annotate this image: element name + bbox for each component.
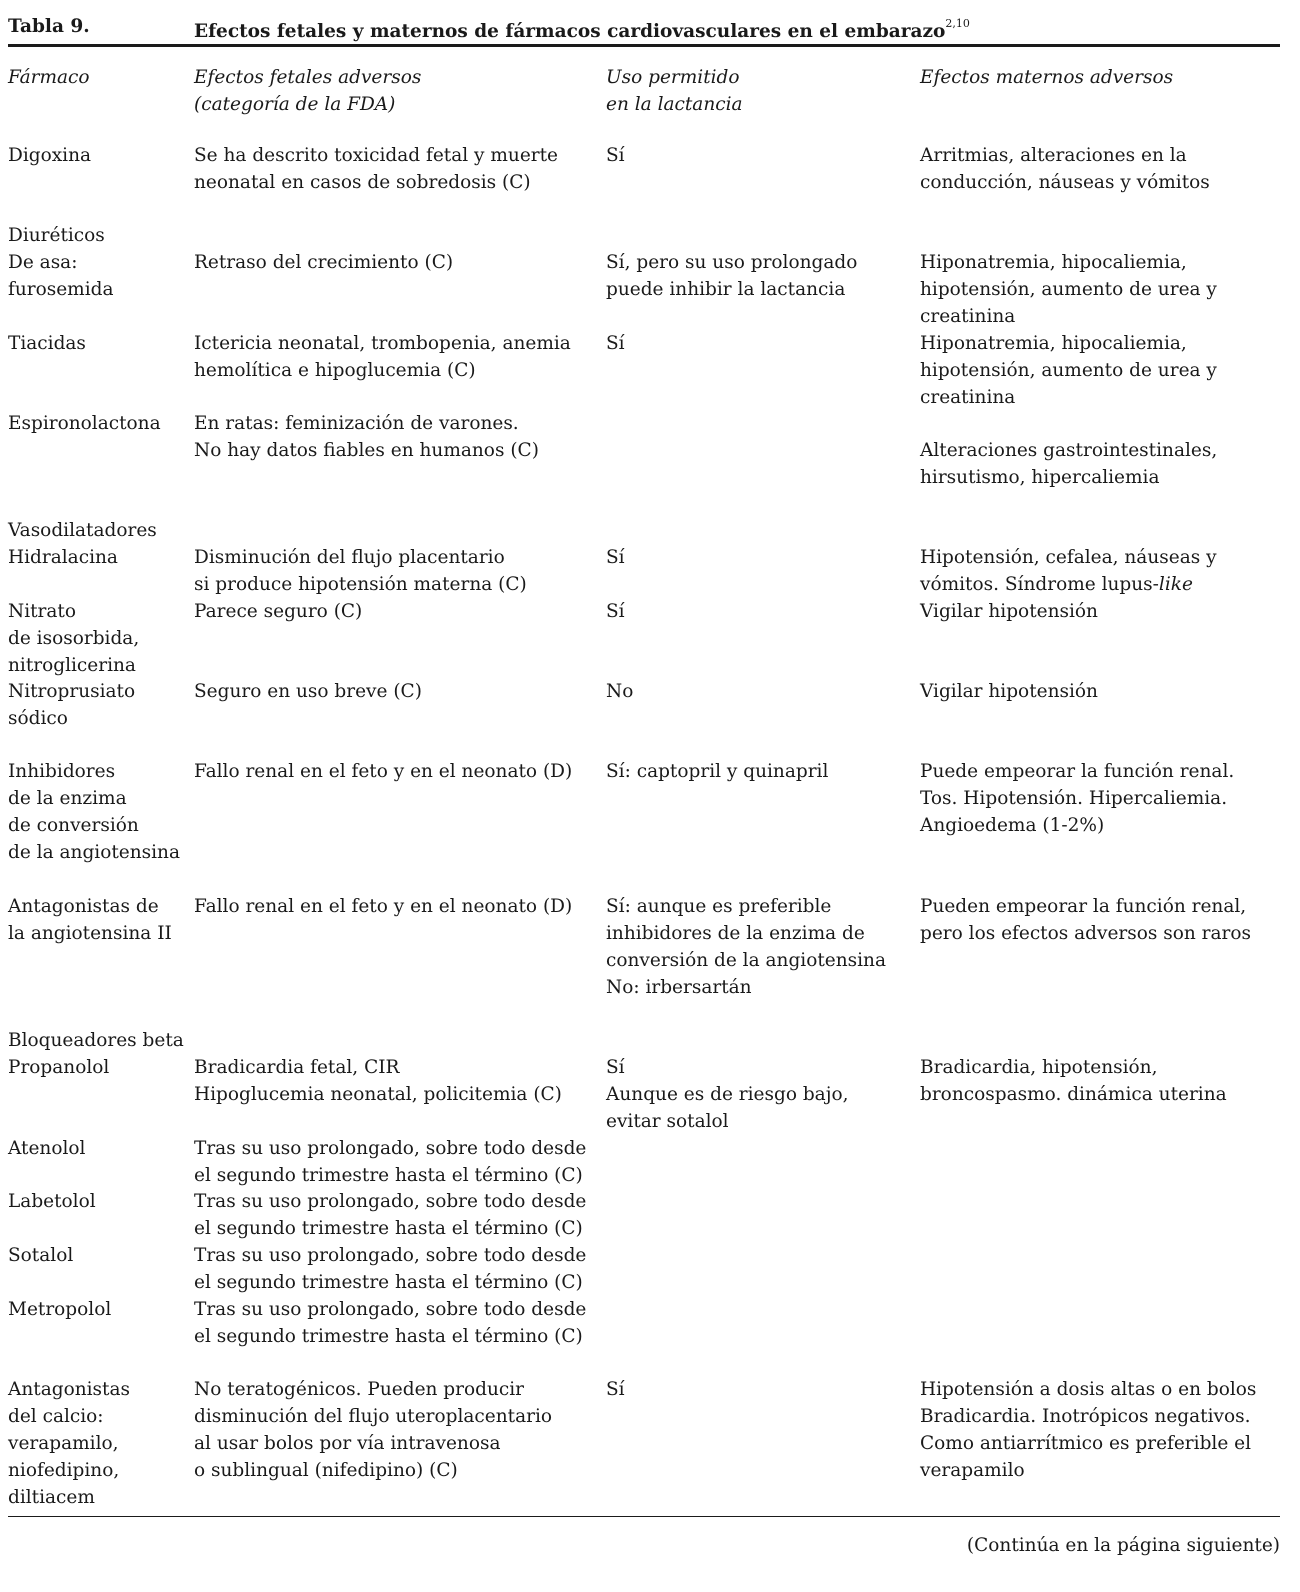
cell-line: el segundo trimestre hasta el término (C) [194,1272,583,1293]
cell-line: Inhibidores [8,761,116,782]
cell-line: Tras su uso prolongado, sobre todo desde [194,1299,587,1320]
efectos-fetales-cell [194,142,599,196]
efectos-maternos-cell [920,1376,1280,1484]
cell-line: el segundo trimestre hasta el término (C) [194,1218,583,1239]
efectos-maternos-cell [920,410,1280,491]
header-line: Efectos maternos adversos [920,67,1174,88]
efectos-fetales-cell [194,1054,599,1108]
lactancia-cell [606,678,911,705]
bottom-rule [8,1516,1280,1517]
cell-line: Alteraciones gastrointestinales, [920,440,1218,461]
cell-line: Bloqueadores beta [8,1030,184,1051]
cell-line: pero los efectos adversos son raros [920,923,1252,944]
cell-line: Hiponatremia, hipocaliemia, [920,333,1187,354]
efectos-fetales-cell [194,249,599,276]
farmaco-cell [8,598,188,679]
cell-line: Sí: aunque es preferible [606,896,832,917]
efectos-fetales-cell [194,330,599,384]
cell-line: Hipotensión a dosis altas o en bolos [920,1379,1257,1400]
cell-line: Retraso del crecimiento (C) [194,252,454,273]
cell-line: Pueden empeorar la función renal, [920,896,1247,917]
cell-line: Sí [606,333,625,354]
cell-line: Sí, pero su uso prolongado [606,252,858,273]
farmaco-cell [8,544,188,571]
cell-line: Sotalol [8,1245,74,1266]
cell-line: Tos. Hipotensión. Hipercaliemia. [920,788,1228,809]
cell-line: Hipotensión, cefalea, náuseas y [920,547,1217,568]
italic-term: like [1158,574,1193,595]
continuation-note: (Continúa en la página siguiente) [966,1535,1280,1556]
cell-line: Ictericia neonatal, trombopenia, anemia [194,333,571,354]
efectos-fetales-cell [194,1376,599,1484]
cell-line: de isosorbida, [8,628,140,649]
cell-line: Sí [606,145,625,166]
efectos-maternos-cell [920,249,1280,330]
cell-line: creatinina [920,387,1016,408]
efectos-fetales-cell [194,1242,599,1296]
efectos-fetales-cell [194,893,599,920]
cell-line: el segundo trimestre hasta el término (C) [194,1326,583,1347]
cell-line: Sí: captopril y quinapril [606,761,829,782]
cell-line: Seguro en uso breve (C) [194,681,422,702]
cell-line: Fallo renal en el feto y en el neonato (D) [194,761,573,782]
cell-line: Bradicardia. Inotrópicos negativos. [920,1406,1251,1427]
cell-line: No [606,681,634,702]
header-line: Fármaco [8,67,90,88]
farmaco-cell [8,1296,188,1323]
cell-line: Parece seguro (C) [194,601,363,622]
cell-line: Antagonistas de [8,896,159,917]
top-rule [8,44,1280,47]
cell-line: Antagonistas [8,1379,131,1400]
cell-line: conducción, náuseas y vómitos [920,172,1210,193]
cell-line: disminución del flujo uteroplacentario [194,1406,553,1427]
cell-line: En ratas: feminización de varones. [194,413,519,434]
cell-line: No teratogénicos. Pueden producir [194,1379,525,1400]
farmaco-cell [8,517,188,544]
header-efectos-maternos [920,64,1280,91]
cell-line: furosemida [8,279,114,300]
cell-line: neonatal en casos de sobredosis (C) [194,172,531,193]
cell-line: de conversión [8,815,139,836]
efectos-maternos-cell [920,678,1280,705]
farmaco-cell [8,758,188,866]
lactancia-cell [606,544,911,571]
cell-line: Diuréticos [8,225,105,246]
farmaco-cell [8,249,188,303]
cell-line: inhibidores de la enzima de [606,923,865,944]
cell-line: Vasodilatadores [8,520,157,541]
efectos-fetales-cell [194,1296,599,1350]
lactancia-cell [606,142,911,169]
cell-line: sódico [8,708,68,729]
cell-line: Labetolol [8,1191,96,1212]
cell-line: puede inhibir la lactancia [606,279,846,300]
cell-line: Puede empeorar la función renal. [920,761,1235,782]
cell-line: No hay datos fiables en humanos (C) [194,440,539,461]
cell-line: Tiacidas [8,333,86,354]
farmaco-cell [8,1376,188,1511]
cell-line: Fallo renal en el feto y en el neonato (D) [194,896,573,917]
farmaco-cell [8,678,188,732]
lactancia-cell [606,330,911,357]
efectos-fetales-cell [194,598,599,625]
cell-line: niofedipino, [8,1460,120,1481]
cell-line: de la angiotensina [8,842,180,863]
cell-line: Metropolol [8,1299,112,1320]
cell-line: Como antiarrítmico es preferible el [920,1433,1252,1454]
lactancia-cell [606,1376,911,1403]
cell-line: Se ha descrito toxicidad fetal y muerte [194,145,559,166]
cell-line [920,410,1280,437]
cell-line: nitroglicerina [8,655,136,676]
cell-line: diltiacem [8,1487,95,1508]
cell-line: Hidralacina [8,547,118,568]
cell-line: Aunque es de riesgo bajo, [606,1084,849,1105]
cell-line: Bradicardia, hipotensión, [920,1057,1158,1078]
efectos-maternos-cell [920,598,1280,625]
cell-line: Hiponatremia, hipocaliemia, [920,252,1187,273]
lactancia-cell [606,598,911,625]
cell-line: Arritmias, alteraciones en la [920,145,1187,166]
header-farmaco [8,64,188,91]
cell-line: Propanolol [8,1057,110,1078]
cell-line: conversión de la angiotensina [606,950,886,971]
lactancia-cell [606,1054,911,1135]
efectos-maternos-cell [920,544,1280,598]
cell-line: la angiotensina II [8,923,172,944]
header-line: Uso permitido [606,67,740,88]
cell-line: Bradicardia fetal, CIR [194,1057,400,1078]
cell-line: Nitrato [8,601,76,622]
cell-line: Disminución del flujo placentario [194,547,505,568]
cell-line: Tras su uso prolongado, sobre todo desde [194,1191,587,1212]
cell-line: de la enzima [8,788,127,809]
efectos-maternos-cell [920,330,1280,411]
cell-line: verapamilo [920,1460,1025,1481]
cell-line: del calcio: [8,1406,104,1427]
cell-line: broncospasmo. dinámica uterina [920,1084,1227,1105]
farmaco-cell [8,330,188,357]
cell-line: o sublingual (nifedipino) (C) [194,1460,458,1481]
cell-line: Sí [606,1379,625,1400]
farmaco-cell [8,893,188,947]
cell-line: Angioedema (1-2%) [920,815,1105,836]
efectos-fetales-cell [194,678,599,705]
cell-line: Tras su uso prolongado, sobre todo desde [194,1245,587,1266]
cell-line: No: irbersartán [606,977,752,998]
cell-line: Atenolol [8,1138,86,1159]
lactancia-cell [606,758,911,785]
table-title-row [8,6,1280,43]
farmaco-cell [8,410,188,437]
efectos-maternos-cell [920,758,1280,839]
lactancia-cell [606,249,911,303]
farmaco-cell [8,1135,188,1162]
cell-line: vómitos. Síndrome lupus-like [920,574,1193,595]
cell-line: el segundo trimestre hasta el término (C) [194,1165,583,1186]
cell-line: hirsutismo, hipercaliemia [920,467,1160,488]
farmaco-cell [8,142,188,169]
cell-line: Sí [606,1057,625,1078]
cell-line: Hipoglucemia neonatal, policitemia (C) [194,1084,562,1105]
cell-line: al usar bolos por vía intravenosa [194,1433,501,1454]
cell-line: hemolítica e hipoglucemia (C) [194,360,476,381]
table-title [194,13,970,45]
header-efectos-fetales [194,64,599,118]
cell-line: Sí [606,547,625,568]
cell-line: evitar sotalol [606,1111,729,1132]
header-line: en la lactancia [606,94,743,115]
cell-line: De asa: [8,252,78,273]
header-lactancia [606,64,911,118]
efectos-fetales-cell [194,410,599,464]
lactancia-cell [606,893,911,1001]
farmaco-cell [8,222,188,249]
header-line: Efectos fetales adversos [194,67,422,88]
cell-line: verapamilo, [8,1433,119,1454]
cell-line: si produce hipotensión materna (C) [194,574,527,595]
table-page [8,0,1280,1592]
efectos-fetales-cell [194,1188,599,1242]
farmaco-cell [8,1027,188,1054]
efectos-fetales-cell [194,1135,599,1189]
cell-line: Sí [606,601,625,622]
table-title-text: Efectos fetales y maternos de fármacos cardiovasculares en el embarazo [194,21,946,43]
cell-line: hipotensión, aumento de urea y [920,360,1217,381]
farmaco-cell [8,1242,188,1269]
efectos-maternos-cell [920,893,1280,947]
efectos-maternos-cell [920,142,1280,196]
cell-line: hipotensión, aumento de urea y [920,279,1217,300]
cell-line: Nitroprusiato [8,681,136,702]
farmaco-cell [8,1188,188,1215]
farmaco-cell [8,1054,188,1081]
efectos-fetales-cell [194,544,599,598]
header-line: (categoría de la FDA) [194,94,396,115]
cell-line: Vigilar hipotensión [920,601,1098,622]
cell-line: Digoxina [8,145,92,166]
table-label: Tabla 9. [8,16,90,37]
cell-line: creatinina [920,306,1016,327]
cell-line: Vigilar hipotensión [920,681,1098,702]
efectos-maternos-cell [920,1054,1280,1108]
table-title-ref: 2,10 [945,17,970,30]
cell-line: Tras su uso prolongado, sobre todo desde [194,1138,587,1159]
efectos-fetales-cell [194,758,599,785]
cell-line: Espironolactona [8,413,161,434]
